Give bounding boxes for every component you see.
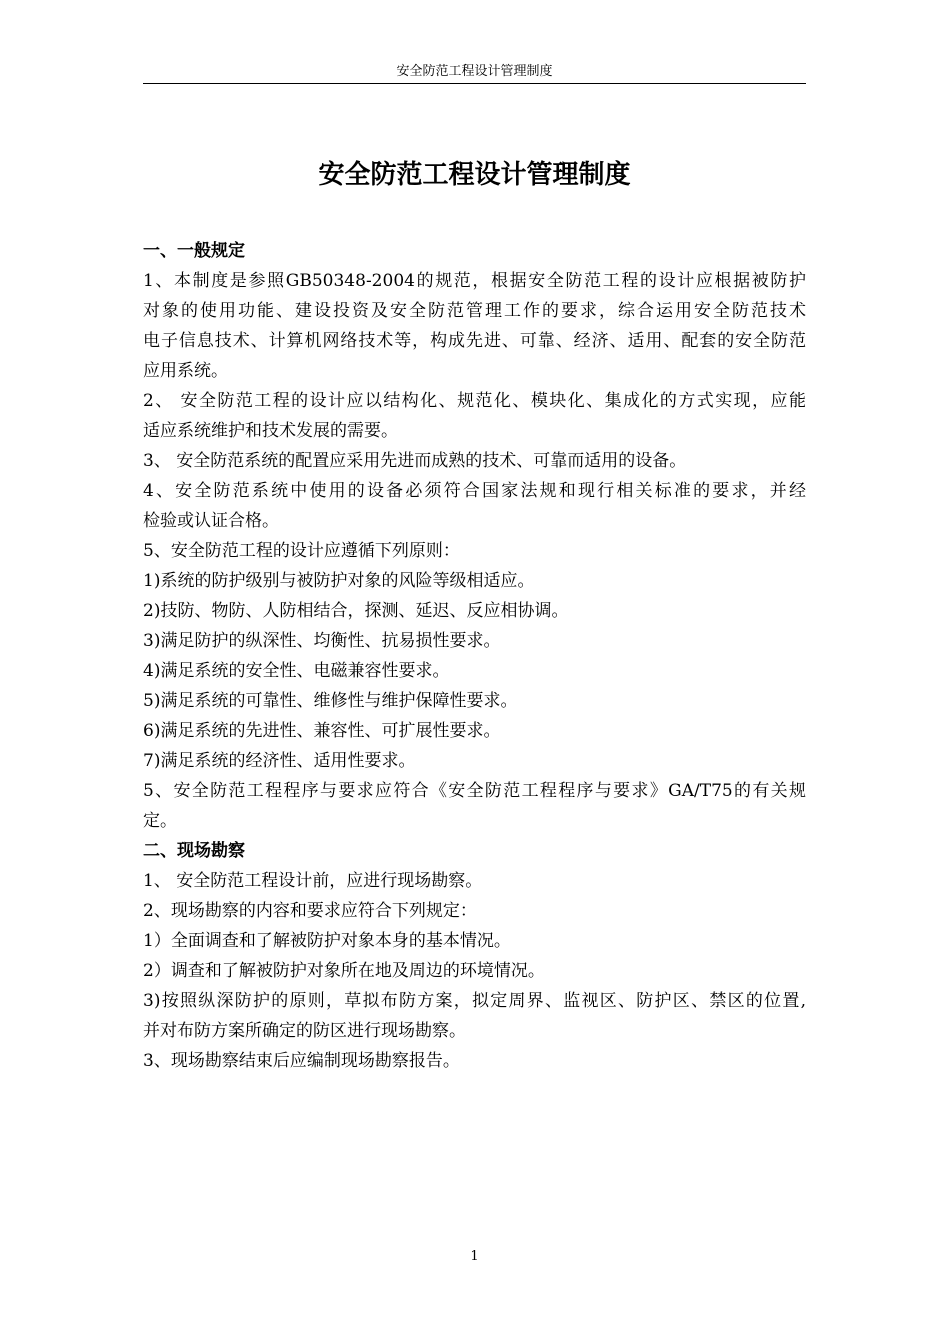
body-line: 2、现场勘察的内容和要求应符合下列规定： (143, 901, 477, 921)
section-heading: 一、一般规定 (143, 241, 245, 261)
body-line: 5)满足系统的可靠性、维修性与维护保障性要求。 (143, 691, 518, 711)
body-line: 4、安全防范系统中使用的设备必须符合国家法规和现行相关标准的要求，并经 (143, 481, 806, 501)
body-line: 2、 安全防范工程的设计应以结构化、规范化、模块化、集成化的方式实现，应能 (143, 391, 806, 411)
body-line: 定。 (143, 811, 177, 831)
header-rule (143, 83, 806, 84)
page-header: 安全防范工程设计管理制度 (396, 64, 553, 79)
body-line: 对象的使用功能、建设投资及安全防范管理工作的要求，综合运用安全防范技术 (143, 301, 806, 321)
body-line: 1、 安全防范工程设计前，应进行现场勘察。 (143, 871, 483, 891)
body-line: 3)满足防护的纵深性、均衡性、抗易损性要求。 (143, 631, 501, 651)
body-line: 6)满足系统的先进性、兼容性、可扩展性要求。 (143, 721, 501, 741)
body-line: 适应系统维护和技术发展的需要。 (143, 421, 398, 441)
body-line: 1、本制度是参照GB50348-2004的规范，根据安全防范工程的设计应根据被防护 (143, 271, 806, 291)
body-line: 2）调查和了解被防护对象所在地及周边的环境情况。 (143, 961, 545, 981)
body-line: 应用系统。 (143, 361, 228, 381)
body-line: 4)满足系统的安全性、电磁兼容性要求。 (143, 661, 450, 681)
body-line: 5、安全防范工程的设计应遵循下列原则： (143, 541, 460, 561)
document-body (143, 236, 806, 1076)
section-heading: 二、现场勘察 (143, 841, 245, 861)
body-line: 5、安全防范工程程序与要求应符合《安全防范工程程序与要求》GA/T75的有关规 (143, 781, 806, 801)
body-line: 并对布防方案所确定的防区进行现场勘察。 (143, 1021, 466, 1041)
body-line: 7)满足系统的经济性、适用性要求。 (143, 751, 416, 771)
body-line: 2)技防、物防、人防相结合，探测、延迟、反应相协调。 (143, 601, 569, 621)
body-line: 3)按照纵深防护的原则，草拟布防方案，拟定周界、监视区、防护区、禁区的位置, (143, 991, 806, 1011)
page-number: 1 (470, 1249, 479, 1264)
document-title: 安全防范工程设计管理制度 (318, 160, 631, 190)
body-line: 1）全面调查和了解被防护对象本身的基本情况。 (143, 931, 511, 951)
body-line: 检验或认证合格。 (143, 511, 279, 531)
body-line: 1)系统的防护级别与被防护对象的风险等级相适应。 (143, 571, 535, 591)
body-line: 3、现场勘察结束后应编制现场勘察报告。 (143, 1051, 460, 1071)
body-line: 电子信息技术、计算机网络技术等，构成先进、可靠、经济、适用、配套的安全防范 (143, 331, 806, 351)
body-line: 3、 安全防范系统的配置应采用先进而成熟的技术、可靠而适用的设备。 (143, 451, 687, 471)
